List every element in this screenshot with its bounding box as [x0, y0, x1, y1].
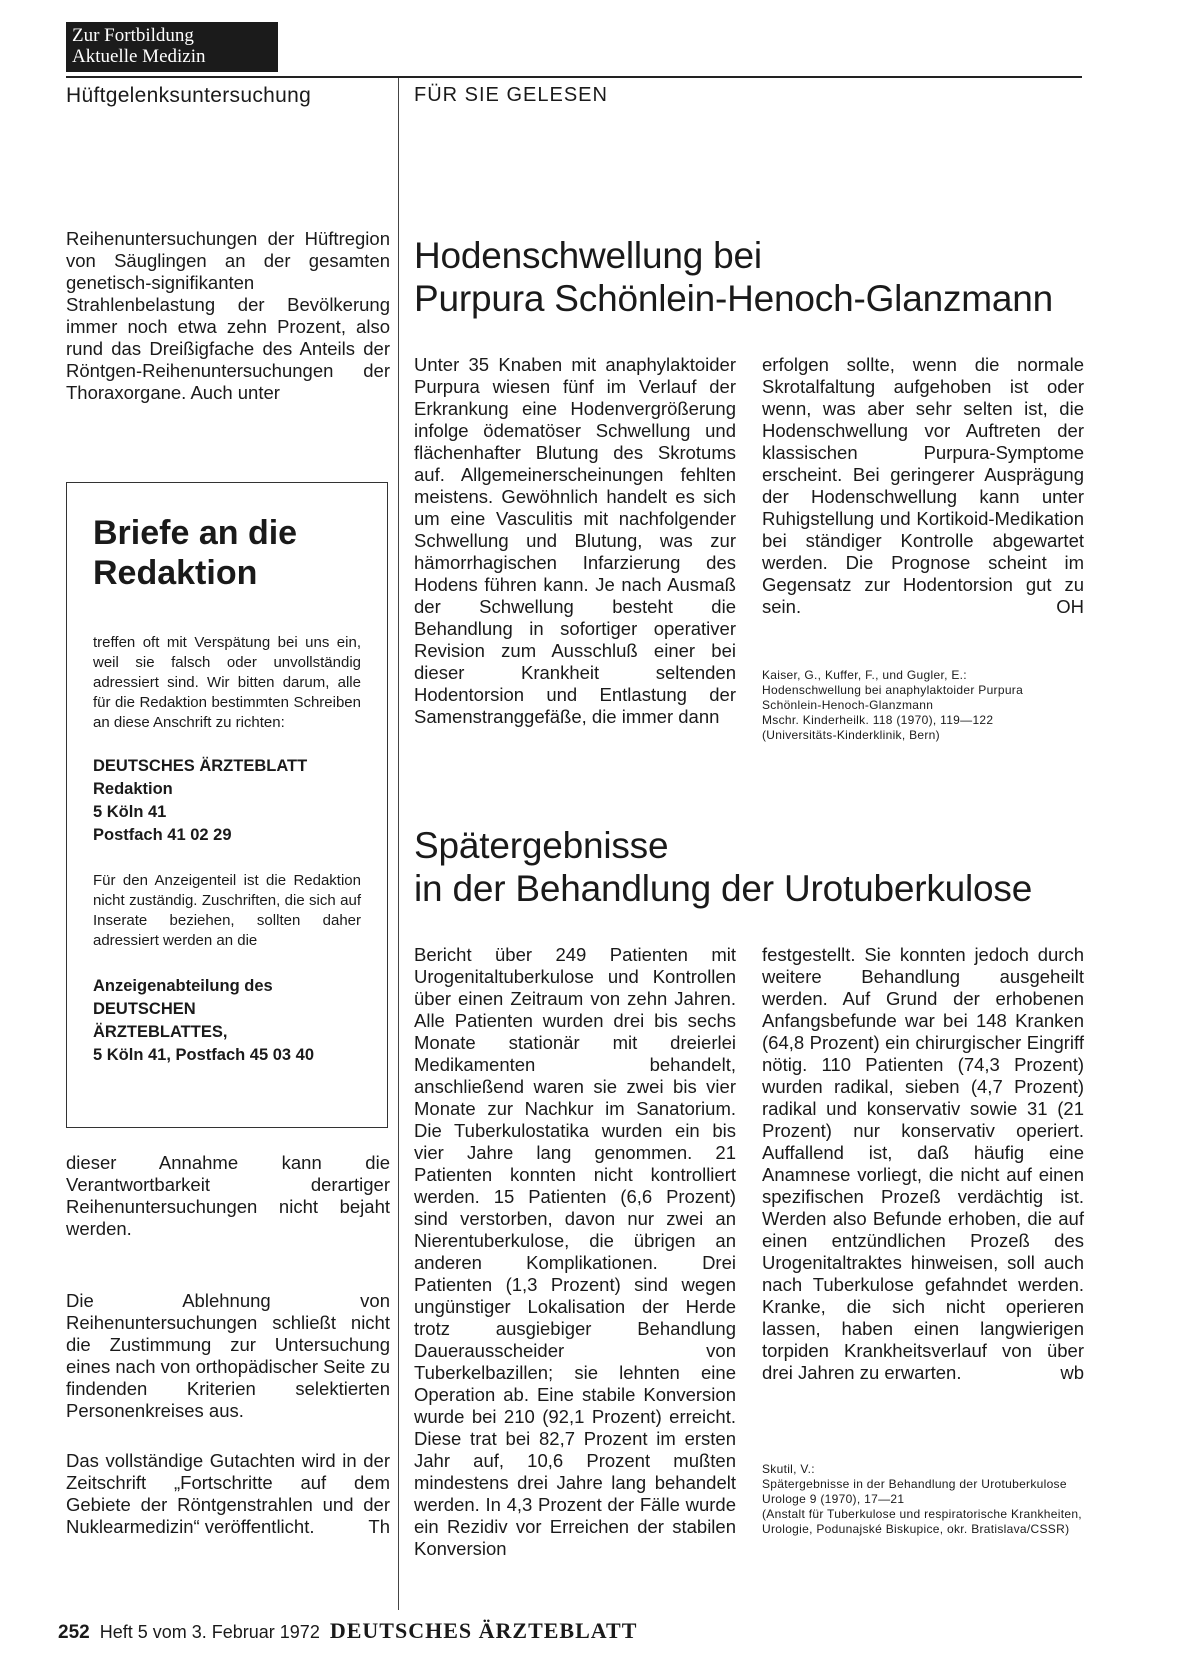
address-line: Redaktion [93, 780, 173, 798]
article2-signature: wb [1060, 1362, 1084, 1383]
letterbox-title-line1: Briefe an die [93, 514, 298, 552]
address-line: DEUTSCHEN [93, 1000, 196, 1018]
advertising-address [93, 975, 361, 1067]
address-line: Anzeigenabteilung des [93, 977, 273, 995]
article2-title-line2: in der Behandlung der Urotuberkulose [414, 868, 1033, 909]
section-label-box [66, 22, 278, 72]
left-signature: Th [368, 1516, 390, 1537]
address-line: DEUTSCHES ÄRZTEBLATT [93, 757, 308, 775]
article2-headline [414, 824, 1094, 910]
section-label-line1: Zur Fortbildung [72, 25, 194, 46]
article1-citation [762, 668, 1084, 743]
article1-headline [414, 234, 1094, 320]
section-title-left: Hüftgelenksuntersuchung [66, 84, 312, 107]
left-paragraph-4: Das vollständige Gutachten wird in der Zeitschrift „Fortschritte auf dem Gebiete der Röntgenstrahlen und der Nuklearmedizin“ veröffentlicht. [66, 1450, 390, 1537]
citation-line: Spätergebnisse in der Behandlung der Urotuberkulose [762, 1477, 1067, 1491]
letters-to-editor-box [66, 482, 388, 1128]
letterbox-text-1: treffen oft mit Verspätung bei uns ein, weil sie falsch oder unvollständig adressiert sind. Wir bitten darum, alle für die Redaktion bestimmten Schreiben an diese Anschrift zu richten: [93, 634, 361, 731]
left-paragraph-3: Die Ablehnung von Reihenuntersuchungen schließt nicht die Zustimmung zur Untersuchung eines nach von orthopädischer Seite zu findenden Kriterien selektierten Personenkreises aus. [66, 1290, 390, 1421]
editorial-address [93, 755, 361, 847]
article1-title-line1: Hodenschwellung bei [414, 235, 762, 276]
citation-line: Mschr. Kinderheilk. 118 (1970), 119—122 [762, 713, 994, 727]
letterbox-title [93, 513, 361, 593]
left-paragraph-4-block [66, 1450, 390, 1538]
journal-name: DEUTSCHES ÄRZTEBLATT [329, 1618, 638, 1643]
article2-col2-block [762, 944, 1084, 1384]
article2-col1: Bericht über 249 Patienten mit Urogenitaltuberkulose und Kontrollen über einen Zeitraum von zehn Jahren. Alle Patienten wurden drei bis sechs Monate stationär mit dreierlei Medikamenten behandelt, anschließend waren sie zwei bis vier Monate zur Nachkur im Sanatorium. Die Tuberkulostatika wurden ein bis vier Jahre lang genommen. 21 Patienten konnten nicht kontrolliert werden. 15 Patienten (6,6 Prozent) sind verstorben, davon nur zwei an Nierentuberkulose, die übrigen an anderen Komplikationen. Drei Patienten (1,3 Prozent) sind wegen ungünstiger Lokalisation der Herde trotz ausgiebiger Behandlung Dauerausscheider von Tuberkelbazillen; sie lehnten eine Operation ab. Eine stabile Konversion wurde bei 210 (92,1 Prozent) erreicht. Diese trat bei 82,7 Prozent im ersten Jahr auf, 10,6 Prozent mußten mindestens drei Jahre lang behandelt werden. In 4,3 Prozent der Fälle wurde ein Rezidiv vor Erreichen der stabilen Konversion [414, 944, 736, 1559]
address-line: ÄRZTEBLATTES, [93, 1023, 228, 1041]
header-rule [66, 76, 1082, 78]
issue-info: Heft 5 vom 3. Februar 1972 [99, 1622, 320, 1642]
page-number: 252 [58, 1622, 90, 1643]
article1-col2-block [762, 354, 1084, 618]
column-divider [398, 78, 399, 1610]
letterbox-text-2: Für den Anzeigenteil ist die Redaktion nicht zuständig. Zuschriften, die sich auf Inserate beziehen, sollten daher adressiert werden an die [93, 872, 361, 949]
article1-col2: erfolgen sollte, wenn die normale Skrotalfaltung aufgehoben ist oder wenn, was aber sehr selten ist, die Hodenschwellung vor Auftreten der klassischen Purpura-Symptome erscheint. Bei geringerer Ausprägung der Hodenschwellung kann unter Ruhigstellung und Kortikoid-Medikation bei ständiger Kontrolle abgewartet werden. Die Prognose scheint im Gegensatz zur Hodentorsion gut zu sein. [762, 354, 1084, 617]
letterbox-title-line2: Redaktion [93, 554, 258, 592]
address-line: 5 Köln 41 [93, 803, 167, 821]
article2-title-line1: Spätergebnisse [414, 825, 669, 866]
citation-line: Skutil, V.: [762, 1462, 815, 1476]
article1-signature: OH [1056, 596, 1084, 617]
article1-col1: Unter 35 Knaben mit anaphylaktoider Purpura wiesen fünf im Verlauf der Erkrankung eine Hodenvergrößerung infolge ödematöser Schwellung und flächenhafter Blutung des Skrotums auf. Allgemeinerscheinungen fehlten meistens. Gewöhnlich handelt es sich um eine Vasculitis mit nachfolgender Schwellung und Blutung, was zur hämorrhagischen Infarzierung des Hodens führen kann. Je nach Ausmaß der Schwellung besteht die Behandlung in sofortiger operativer Revision zum Ausschluß einer bei dieser Krankheit seltenden Hodentorsion und Entlastung der Samenstranggefäße, die immer dann [414, 354, 736, 727]
page-footer [58, 1618, 637, 1644]
article2-col2: festgestellt. Sie konnten jedoch durch weitere Behandlung ausgeheilt werden. Auf Grund der erhobenen Anfangsbefunde war bei 148 Kranken (64,8 Prozent) ein chirurgischer Eingriff nötig. 110 Patienten (74,3 Prozent) wurden radikal, sieben (4,7 Prozent) radikal und konservativ sowie 31 (21 Prozent) nur konservativ operiert. Auffallend ist, daß häufig eine Anamnese vorliegt, die nicht auf einen spezifischen Prozeß verdächtig ist. Werden also Befunde erhoben, die auf einen entzündlichen Prozeß des Urogenitaltraktes hinweisen, soll auch nach Tuberkulose gefahndet werden. Kranke, die sich nicht operieren lassen, haben einen langwierigen torpiden Krankheitsverlauf von über drei Jahren zu erwarten. [762, 944, 1084, 1383]
citation-line: (Anstalt für Tuberkulose und respiratorische Krankheiten, Urologie, Podunajské Biskupice, okr. Bratislava/CSSR) [762, 1507, 1082, 1536]
citation-line: Hodenschwellung bei anaphylaktoider Purpura Schönlein-Henoch-Glanzmann [762, 683, 1024, 712]
article2-citation [762, 1462, 1084, 1537]
section-title-right: FÜR SIE GELESEN [414, 84, 608, 106]
section-label-line2: Aktuelle Medizin [72, 46, 206, 67]
left-paragraph-1: Reihenuntersuchungen der Hüftregion von Säuglingen an der gesamten genetisch-signifikanten Strahlenbelastung der Bevölkerung immer noch etwa zehn Prozent, also rund das Dreißigfache des Anteils der Röntgen-Reihenuntersuchungen der Thoraxorgane. Auch unter [66, 228, 390, 403]
article1-title-line2: Purpura Schönlein-Henoch-Glanzmann [414, 278, 1054, 319]
citation-line: Kaiser, G., Kuffer, F., und Gugler, E.: [762, 668, 967, 682]
address-line: 5 Köln 41, Postfach 45 03 40 [93, 1046, 315, 1064]
citation-line: (Universitäts-Kinderklinik, Bern) [762, 728, 940, 742]
address-line: Postfach 41 02 29 [93, 826, 232, 844]
left-paragraph-2: dieser Annahme kann die Verantwortbarkeit derartiger Reihenuntersuchungen nicht bejaht werden. [66, 1152, 390, 1239]
citation-line: Urologe 9 (1970), 17—21 [762, 1492, 905, 1506]
